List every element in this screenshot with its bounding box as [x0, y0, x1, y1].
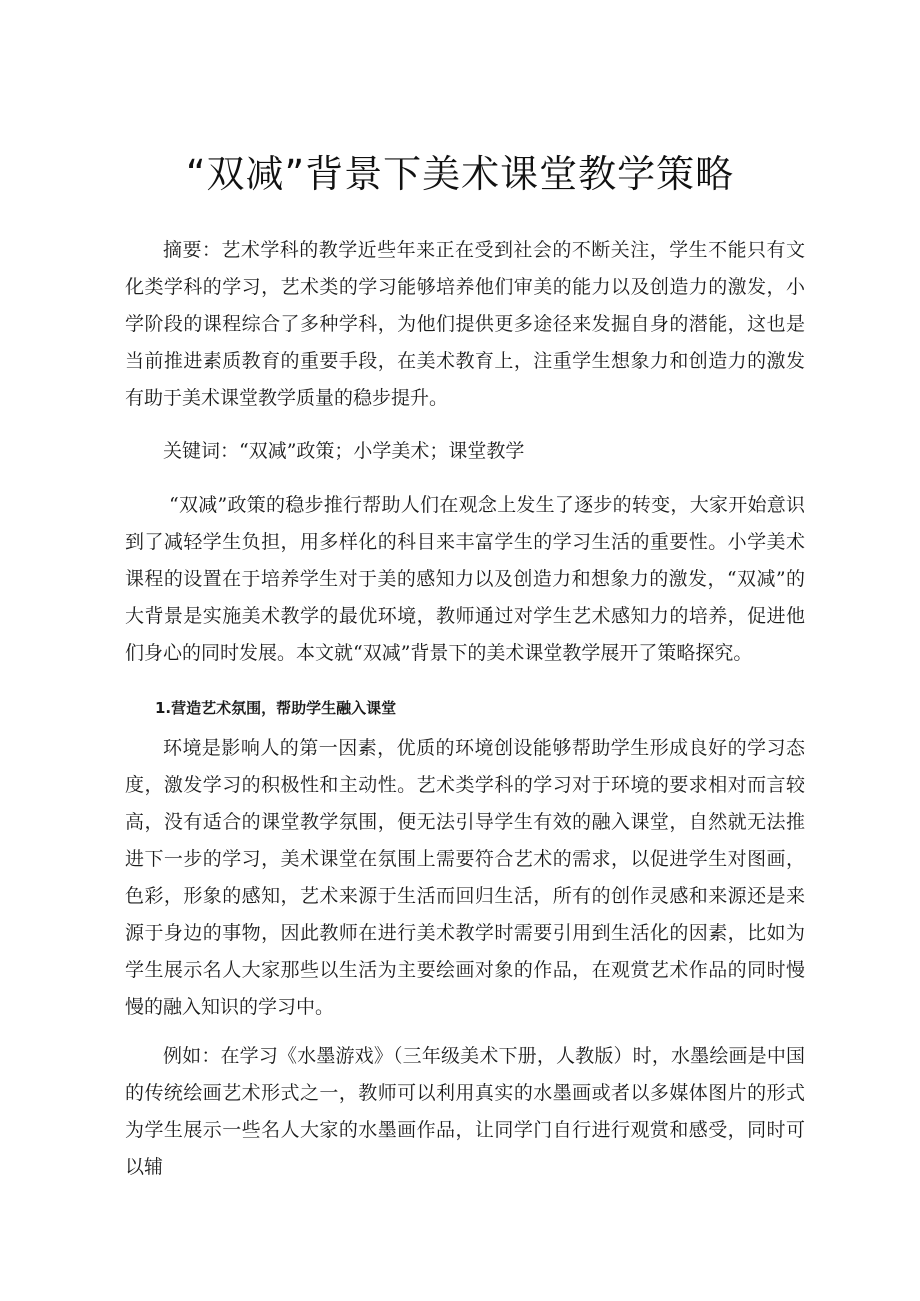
section-1-paragraph: 环境是影响人的第一因素，优质的环境创设能够帮助学生形成良好的学习态度，激发学习的积极性和主动性。艺术类学科的学习对于环境的要求相对而言较高，没有适合的课堂教学氛围，便无法引导学生有效的融入课堂，自然就无法推进下一步的学习，美术课堂在氛围上需要符合艺术的需求，以促进学生对图画，色彩，形象的感知，艺术来源于生活而回归生活，所有的创作灵感和来源还是来源于身边的事物，因此教师在进行美术教学时需要引用到生活化的因素，比如为学生展示名人大家那些以生活为主要绘画对象的作品，在观赏艺术作品的同时慢慢的融入知识的学习中。 [125, 737, 805, 1018]
document-title: “双减”背景下美术课堂教学策略 [185, 152, 735, 196]
intro-paragraph: “双减”政策的稳步推行帮助人们在观念上发生了逐步的转变，大家开始意识到了减轻学生负担，用多样化的科目来丰富学生的学习生活的重要性。小学美术课程的设置在于培养学生对于美的感知力以及创造力和想象力的激发，“双减”的大背景是实施美术教学的最优环境，教师通过对学生艺术感知力的培养，促进他们身心的同时发展。本文就“双减”背景下的美术课堂教学展开了策略探究。 [125, 494, 805, 664]
section-1-heading: 1.营造艺术氛围，帮助学生融入课堂 [155, 699, 397, 717]
example-paragraph: 例如：在学习《水墨游戏》（三年级美术下册，人教版）时，水墨绘画是中国的传统绘画艺术形式之一，教师可以利用真实的水墨画或者以多媒体图片的形式为学生展示一些名人大家的水墨画作品，让同学门自行进行观赏和感受，同时可以辅 [125, 1045, 805, 1178]
keywords-line: 关键词：“双减”政策；小学美术；课堂教学 [163, 440, 525, 462]
abstract-paragraph: 摘要：艺术学科的教学近些年来正在受到社会的不断关注，学生不能只有文化类学科的学习，艺术类的学习能够培养他们审美的能力以及创造力的激发，小学阶段的课程综合了多种学科，为他们提供更多途径来发掘自身的潜能，这也是当前推进素质教育的重要手段，在美术教育上，注重学生想象力和创造力的激发有助于美术课堂教学质量的稳步提升。 [125, 239, 805, 409]
